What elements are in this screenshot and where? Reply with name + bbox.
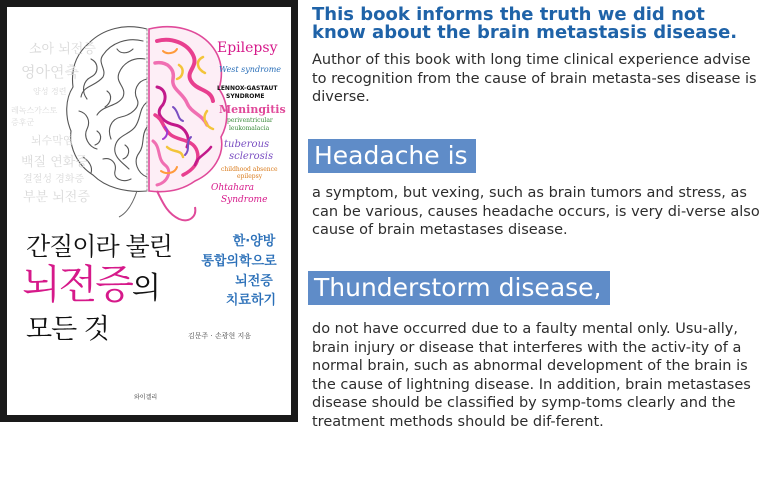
cover-title-big bbox=[22, 262, 160, 308]
cover-disease-label: sclerosis bbox=[229, 151, 274, 162]
cover-disease-label: West syndrome bbox=[219, 65, 282, 74]
cover-bg-text: 양성 경련 bbox=[33, 87, 67, 96]
intro-body: Author of this book with long time clinical experience advise to recognition from the cause of brain metasta-ses disease is diverse. bbox=[312, 52, 757, 105]
cover-disease-label: leukomalacia bbox=[229, 125, 270, 132]
cover-bg-text: 레녹스가스토 증후군 bbox=[11, 106, 58, 127]
cover-disease-label: periventricular bbox=[227, 117, 273, 124]
cover-author: 김문주 · 손광현 지음 bbox=[188, 332, 251, 340]
cover-bg-text: 소아 뇌전증 bbox=[29, 42, 96, 57]
cover-bg-text: 결절성 경화증 bbox=[23, 174, 85, 185]
section-body: do not have occurred due to a faulty mental only. Usu-ally, brain injury or disease that interferes with the activ-ity of a normal brain, such as abnormal development of the brain is the cause of lightning disease. In addition, brain metastases disease should be classified by symp-toms clearly and the treatment methods should be dif-ferent. bbox=[312, 321, 751, 430]
cover-disease-label: tuberous bbox=[224, 139, 270, 150]
cover-title-line1: 간질이라 불린 bbox=[26, 232, 172, 261]
cover-bg-text: 영아연축 bbox=[21, 63, 79, 81]
cover-title-big-suffix: 의 bbox=[131, 271, 160, 306]
cover-subtitle: 한·양방 bbox=[232, 234, 276, 249]
cover-bg-text: 뇌수막염 bbox=[31, 134, 74, 147]
intro-title: This book informs the truth we did not know about the brain metastasis disease. bbox=[312, 4, 738, 43]
section-heading: Headache is bbox=[308, 139, 476, 173]
cover-disease-label: Epilepsy bbox=[217, 40, 278, 56]
cover-disease-label: LENNOX-GASTAUT bbox=[217, 85, 278, 92]
cover-title-big-main: 뇌전증 bbox=[22, 262, 132, 308]
book-cover bbox=[0, 0, 298, 422]
cover-disease-label: SYNDROME bbox=[226, 93, 265, 100]
section-heading: Thunderstorm disease, bbox=[308, 271, 610, 305]
section-body: a symptom, but vexing, such as brain tumors and stress, as can be various, causes headache occurs, is very di-verse also cause of brain metastases disease. bbox=[312, 185, 760, 238]
cover-title-line3: 모든 것 bbox=[26, 314, 109, 345]
cover-bg-text: 부분 뇌전증 bbox=[23, 190, 90, 205]
cover-disease-label: epilepsy bbox=[237, 173, 263, 180]
book-cover-face bbox=[7, 7, 291, 415]
cover-disease-label: Ohtahara bbox=[211, 183, 254, 193]
cover-publisher: 와이겔리 bbox=[134, 394, 158, 401]
cover-bg-text: 백질 연화증 bbox=[21, 155, 88, 170]
cover-subtitle: 통합의학으로 bbox=[201, 254, 277, 269]
cover-subtitle: 치료하기 bbox=[225, 293, 277, 308]
cover-disease-label: Syndrome bbox=[221, 195, 268, 205]
cover-disease-label: childhood absence bbox=[221, 166, 278, 173]
cover-subtitle: 뇌전증 bbox=[235, 274, 273, 289]
cover-disease-label: Meningitis bbox=[219, 103, 286, 116]
